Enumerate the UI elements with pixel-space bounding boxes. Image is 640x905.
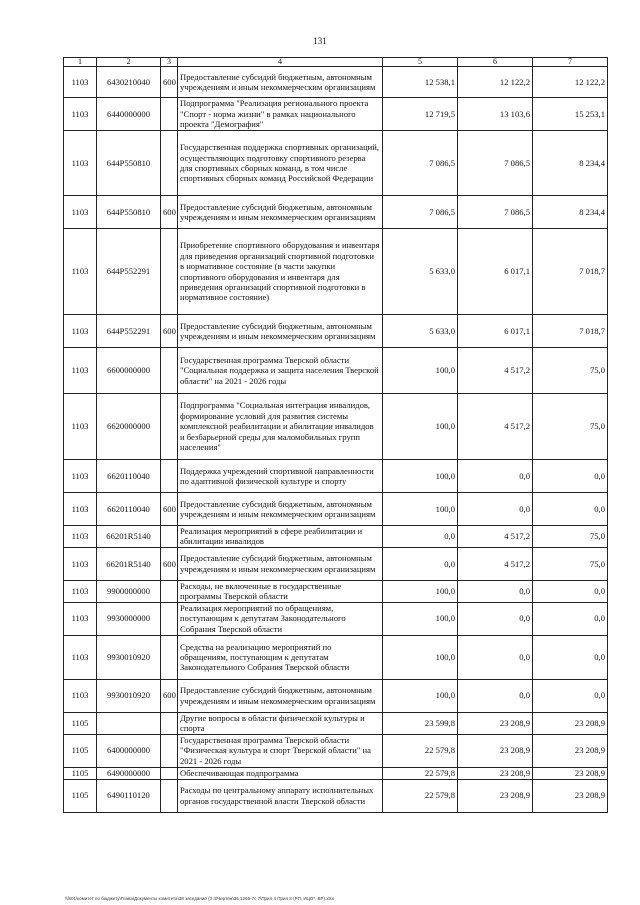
amount-col6: 6 017,1 (458, 229, 533, 315)
amount-col5: 100,0 (383, 679, 458, 712)
amount-col7: 7 018,7 (533, 229, 608, 315)
item-name: Подпрограмма "Социальная интеграция инвалидов, формирование условий для развития системы комплексной реабилитации и абилитации инвалидов и безбарьерной среды для маломобильных групп населения" (178, 394, 383, 460)
table-row (64, 493, 608, 526)
table-row (64, 67, 608, 98)
amount-col5: 0,0 (383, 547, 458, 580)
table-row (64, 635, 608, 679)
target-article-code: 6430210040 (97, 67, 161, 98)
amount-col6: 7 086,5 (458, 131, 533, 196)
amount-col5: 7 086,5 (383, 131, 458, 196)
amount-col6: 6 017,1 (458, 315, 533, 348)
amount-col7: 23 208,9 (533, 767, 608, 779)
amount-col6: 4 517,2 (458, 547, 533, 580)
target-article-code: 9930000000 (97, 602, 161, 635)
amount-col7: 0,0 (533, 635, 608, 679)
amount-col7: 0,0 (533, 460, 608, 493)
column-number: 6 (458, 58, 533, 67)
section-code: 1105 (64, 767, 97, 779)
expense-type-code (161, 460, 178, 493)
item-name: Предоставление субсидий бюджетным, автономным учреждениям и иным некоммерческим организациям (178, 493, 383, 526)
target-article-code: 644P552291 (97, 315, 161, 348)
column-number: 2 (97, 58, 161, 67)
amount-col6: 4 517,2 (458, 394, 533, 460)
section-code: 1103 (64, 67, 97, 98)
expense-type-code: 600 (161, 547, 178, 580)
amount-col6: 13 103,6 (458, 98, 533, 131)
target-article-code: 9930010920 (97, 679, 161, 712)
target-article-code: 66201R5140 (97, 526, 161, 548)
column-number: 3 (161, 58, 178, 67)
item-name: Предоставление субсидий бюджетным, автономным учреждениям и иным некоммерческим организациям (178, 196, 383, 229)
amount-col5: 12 538,1 (383, 67, 458, 98)
item-name: Приобретение спортивного оборудования и инвентаря для приведения организаций спортивной подготовки в нормативное состояние (в части закупки спортивного оборудования и инвентаря для приведения организаций спортивной подготовки в нормативное состояние) (178, 229, 383, 315)
page-number: 131 (313, 36, 327, 46)
section-code: 1103 (64, 526, 97, 548)
amount-col6: 0,0 (458, 493, 533, 526)
section-code: 1103 (64, 580, 97, 602)
target-article-code: 644P550810 (97, 196, 161, 229)
amount-col5: 22 579,8 (383, 779, 458, 812)
section-code: 1103 (64, 602, 97, 635)
table-row (64, 767, 608, 779)
target-article-code: 6400000000 (97, 734, 161, 767)
target-article-code (97, 712, 161, 734)
section-code: 1105 (64, 779, 97, 812)
section-code: 1103 (64, 547, 97, 580)
amount-col6: 23 208,9 (458, 779, 533, 812)
expense-type-code: 600 (161, 67, 178, 98)
item-name: Предоставление субсидий бюджетным, автономным учреждениям и иным некоммерческим организациям (178, 315, 383, 348)
section-code: 1103 (64, 348, 97, 394)
expense-type-code: 600 (161, 493, 178, 526)
amount-col6: 4 517,2 (458, 348, 533, 394)
amount-col5: 22 579,8 (383, 767, 458, 779)
table-row (64, 580, 608, 602)
table-row (64, 315, 608, 348)
section-code: 1103 (64, 679, 97, 712)
amount-col7: 75,0 (533, 348, 608, 394)
table-row (64, 779, 608, 812)
target-article-code: 9900000000 (97, 580, 161, 602)
amount-col6: 23 208,9 (458, 734, 533, 767)
table-row (64, 196, 608, 229)
amount-col5: 7 086,5 (383, 196, 458, 229)
expense-type-code (161, 394, 178, 460)
expense-type-code (161, 767, 178, 779)
expense-type-code (161, 580, 178, 602)
expense-type-code: 600 (161, 196, 178, 229)
column-number-row (64, 58, 608, 67)
amount-col7: 8 234,4 (533, 131, 608, 196)
item-name: Средства на реализацию мероприятий по обращениям, поступающим к депутатам Законодательного Собрания Тверской области (178, 635, 383, 679)
amount-col5: 5 633,0 (383, 315, 458, 348)
item-name: Подпрограмма "Реализация регионального проекта "Спорт - норма жизни" в рамках национального проекта "Демография" (178, 98, 383, 131)
expense-type-code (161, 98, 178, 131)
table-row (64, 460, 608, 493)
item-name: Обеспечивающая подпрограмма (178, 767, 383, 779)
footer-file-path: \\fs01\комитет по бюджету\Глава\Документы комитета\38 заседание (3 3\Чертеж\36 1265-7с 7\Прил 4 Прил 8 (РП, ИЦО*, ВР).xlsx (65, 896, 335, 901)
amount-col5: 100,0 (383, 394, 458, 460)
section-code: 1105 (64, 712, 97, 734)
target-article-code: 6490000000 (97, 767, 161, 779)
target-article-code: 644P552291 (97, 229, 161, 315)
table-row (64, 712, 608, 734)
target-article-code: 6440000000 (97, 98, 161, 131)
amount-col5: 12 719,5 (383, 98, 458, 131)
column-number: 1 (64, 58, 97, 67)
amount-col5: 0,0 (383, 526, 458, 548)
amount-col7: 0,0 (533, 493, 608, 526)
amount-col5: 100,0 (383, 635, 458, 679)
amount-col7: 0,0 (533, 602, 608, 635)
section-code: 1103 (64, 635, 97, 679)
expense-type-code (161, 712, 178, 734)
amount-col7: 23 208,9 (533, 734, 608, 767)
target-article-code: 9930010920 (97, 635, 161, 679)
target-article-code: 6490110120 (97, 779, 161, 812)
table-row (64, 98, 608, 131)
expense-type-code (161, 348, 178, 394)
amount-col6: 0,0 (458, 580, 533, 602)
item-name: Поддержка учреждений спортивной направленности по адаптивной физической культуре и спорту (178, 460, 383, 493)
section-code: 1103 (64, 131, 97, 196)
section-code: 1103 (64, 394, 97, 460)
amount-col6: 0,0 (458, 635, 533, 679)
item-name: Расходы по центральному аппарату исполнительных органов государственной власти Тверской области (178, 779, 383, 812)
expense-type-code (161, 779, 178, 812)
amount-col5: 22 579,8 (383, 734, 458, 767)
expense-type-code (161, 602, 178, 635)
amount-col7: 0,0 (533, 580, 608, 602)
amount-col7: 75,0 (533, 526, 608, 548)
amount-col6: 0,0 (458, 602, 533, 635)
amount-col7: 75,0 (533, 394, 608, 460)
amount-col5: 100,0 (383, 602, 458, 635)
column-number: 7 (533, 58, 608, 67)
section-code: 1105 (64, 734, 97, 767)
amount-col5: 5 633,0 (383, 229, 458, 315)
table-row (64, 348, 608, 394)
item-name: Государственная программа Тверской области "Социальная поддержка и защита населения Тверской области" на 2021 - 2026 годы (178, 348, 383, 394)
amount-col7: 23 208,9 (533, 712, 608, 734)
expense-type-code (161, 526, 178, 548)
target-article-code: 6620000000 (97, 394, 161, 460)
section-code: 1103 (64, 196, 97, 229)
amount-col6: 23 208,9 (458, 767, 533, 779)
amount-col7: 8 234,4 (533, 196, 608, 229)
amount-col7: 7 018,7 (533, 315, 608, 348)
amount-col6: 0,0 (458, 679, 533, 712)
expense-type-code (161, 635, 178, 679)
section-code: 1103 (64, 460, 97, 493)
amount-col7: 12 122,2 (533, 67, 608, 98)
item-name: Предоставление субсидий бюджетным, автономным учреждениям и иным некоммерческим организациям (178, 679, 383, 712)
amount-col5: 100,0 (383, 460, 458, 493)
column-number: 5 (383, 58, 458, 67)
section-code: 1103 (64, 315, 97, 348)
target-article-code: 66201R5140 (97, 547, 161, 580)
amount-col6: 0,0 (458, 460, 533, 493)
amount-col6: 23 208,9 (458, 712, 533, 734)
expense-type-code (161, 734, 178, 767)
amount-col5: 100,0 (383, 580, 458, 602)
amount-col6: 12 122,2 (458, 67, 533, 98)
section-code: 1103 (64, 229, 97, 315)
item-name: Государственная программа Тверской области "Физическая культура и спорт Тверской области" на 2021 - 2026 годы (178, 734, 383, 767)
item-name: Реализация мероприятий в сфере реабилитации и абилитации инвалидов (178, 526, 383, 548)
target-article-code: 6600000000 (97, 348, 161, 394)
amount-col7: 75,0 (533, 547, 608, 580)
amount-col6: 4 517,2 (458, 526, 533, 548)
table-row (64, 131, 608, 196)
amount-col7: 23 208,9 (533, 779, 608, 812)
amount-col7: 15 253,1 (533, 98, 608, 131)
amount-col5: 23 599,8 (383, 712, 458, 734)
budget-table (63, 57, 608, 813)
item-name: Предоставление субсидий бюджетным, автономным учреждениям и иным некоммерческим организациям (178, 67, 383, 98)
table-row (64, 526, 608, 548)
expense-type-code: 600 (161, 679, 178, 712)
expense-type-code (161, 131, 178, 196)
target-article-code: 644P550810 (97, 131, 161, 196)
expense-type-code (161, 229, 178, 315)
column-number: 4 (178, 58, 383, 67)
item-name: Государственная поддержка спортивных организаций, осуществляющих подготовку спортивного резерва для спортивных сборных команд, в том числе спортивных сборных команд Российской Федерации (178, 131, 383, 196)
amount-col5: 100,0 (383, 493, 458, 526)
table-row (64, 679, 608, 712)
target-article-code: 6620110040 (97, 460, 161, 493)
item-name: Предоставление субсидий бюджетным, автономным учреждениям и иным некоммерческим организациям (178, 547, 383, 580)
item-name: Реализация мероприятий по обращениям, поступающим к депутатам Законодательного Собрания Тверской области (178, 602, 383, 635)
section-code: 1103 (64, 493, 97, 526)
amount-col6: 7 086,5 (458, 196, 533, 229)
item-name: Другие вопросы в области физической культуры и спорта (178, 712, 383, 734)
amount-col5: 100,0 (383, 348, 458, 394)
table-row (64, 394, 608, 460)
expense-type-code: 600 (161, 315, 178, 348)
item-name: Расходы, не включенные в государственные программы Тверской области (178, 580, 383, 602)
table-row (64, 602, 608, 635)
table-row (64, 734, 608, 767)
target-article-code: 6620110040 (97, 493, 161, 526)
table-row (64, 547, 608, 580)
table-row (64, 229, 608, 315)
section-code: 1103 (64, 98, 97, 131)
amount-col7: 0,0 (533, 679, 608, 712)
